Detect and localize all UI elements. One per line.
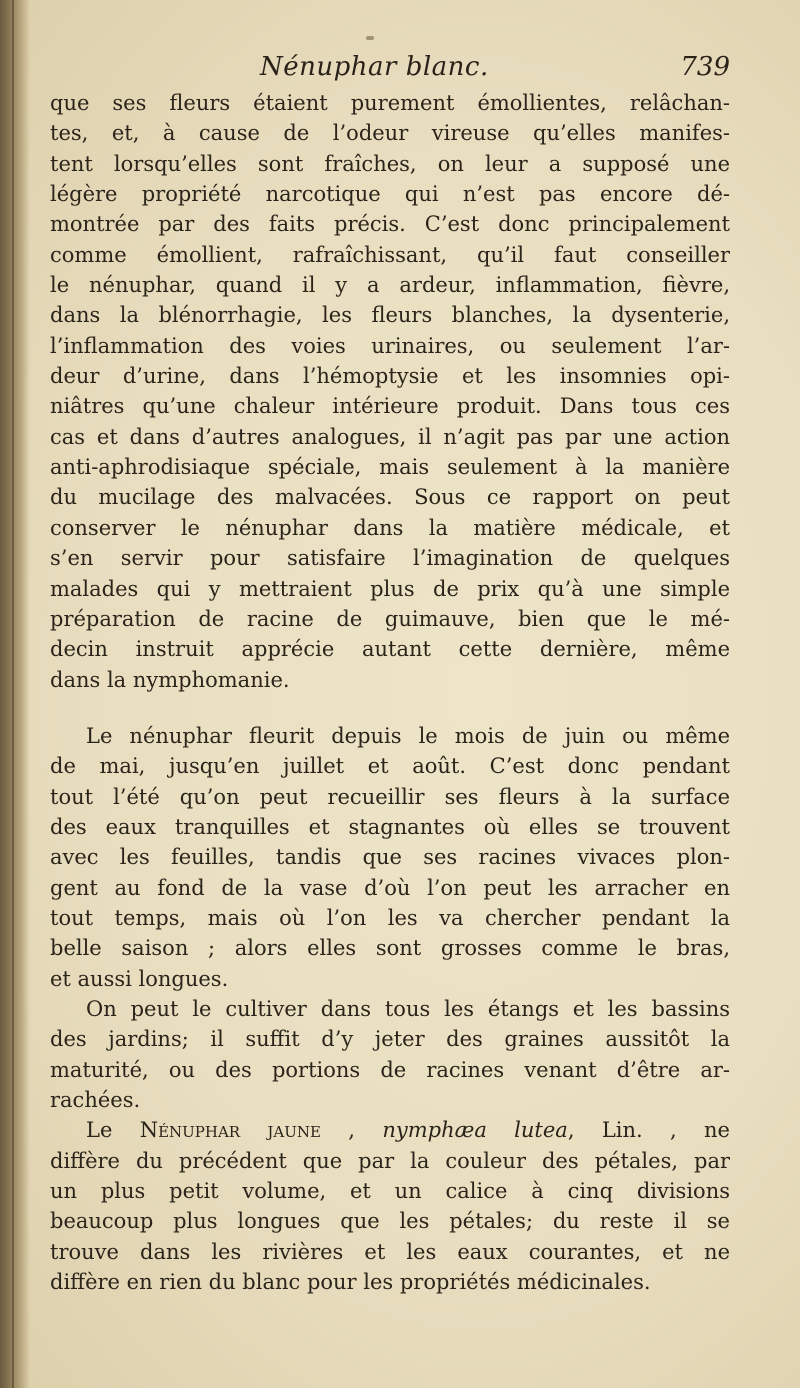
text-line: tout l’été qu’on peut recueillir ses fleurs à la surface xyxy=(50,784,730,809)
paragraph-gap xyxy=(50,695,730,721)
paragraph xyxy=(50,994,730,1115)
text-line: et aussi longues. xyxy=(50,966,229,991)
text-line: des jardins; il suffit d’y jeter des graines aussitôt la xyxy=(50,1027,730,1052)
text-line: montrée par des faits précis. C’est donc principalement xyxy=(50,212,730,237)
text-line: decin instruit apprécie autant cette dernière, même xyxy=(50,637,730,662)
paragraph xyxy=(50,1115,730,1297)
page-gutter-shadow xyxy=(0,0,30,1388)
text-line: belle saison ; alors elles sont grosses comme le bras, xyxy=(50,936,730,961)
text-line: du mucilage des malvacées. Sous ce rapport on peut xyxy=(50,485,730,510)
text-line: des eaux tranquilles et stagnantes où elles se trouvent xyxy=(50,814,730,839)
text-line: un plus petit volume, et un calice à cinq divisions xyxy=(50,1179,730,1204)
running-title: Nénuphar blanc. xyxy=(260,52,489,82)
text-line: diffère du précédent que par la couleur des pétales, par xyxy=(50,1148,730,1173)
text-line: tes, et, à cause de l’odeur vireuse qu’elles manifes- xyxy=(50,121,730,146)
text-line: tout temps, mais où l’on les va chercher pendant la xyxy=(50,905,730,930)
lead-comma: , xyxy=(320,1118,383,1143)
text-line: cas et dans d’autres analogues, il n’agit pas par une action xyxy=(50,424,730,449)
text-line: préparation de racine de guimauve, bien que le mé- xyxy=(50,606,730,631)
lead-word: Le xyxy=(86,1118,113,1143)
text-line: gent au fond de la vase d’où l’on peut les arracher en xyxy=(50,875,730,900)
paragraph xyxy=(50,88,730,695)
text-line: de mai, jusqu’en juillet et août. C’est donc pendant xyxy=(50,754,730,779)
text-line: deur d’urine, dans l’hémoptysie et les insomnies opi- xyxy=(50,364,730,389)
text-line: niâtres qu’une chaleur intérieure produit. Dans tous ces xyxy=(50,394,730,419)
body-text xyxy=(50,88,730,1297)
lead-rest: , Lin. , ne xyxy=(567,1118,730,1143)
paper-speck xyxy=(366,36,374,40)
text-line: malades qui y mettraient plus de prix qu’à une simple xyxy=(50,576,730,601)
text-line: avec les feuilles, tandis que ses racines vivaces plon- xyxy=(50,845,730,870)
text-line: dans la nymphomanie. xyxy=(50,667,290,692)
page-number: 739 xyxy=(680,52,730,82)
page-header xyxy=(50,52,730,92)
text-line: conserver le nénuphar dans la matière médicale, et xyxy=(50,515,730,540)
text-line: Le nénuphar fleurit depuis le mois de juin ou même xyxy=(86,723,730,748)
species-name-smallcaps: Nénuphar jaune xyxy=(139,1118,321,1143)
text-line: rachées. xyxy=(50,1088,141,1112)
text-line xyxy=(50,1115,730,1145)
text-line: maturité, ou des portions de racines venant d’être ar- xyxy=(50,1057,730,1082)
binding-edge xyxy=(12,0,14,1388)
text-line: s’en servir pour satisfaire l’imagination de quelques xyxy=(50,546,730,571)
text-line: trouve dans les rivières et les eaux courantes, et ne xyxy=(50,1239,730,1264)
text-line: légère propriété narcotique qui n’est pas encore dé- xyxy=(50,182,730,207)
text-line: comme émollient, rafraîchissant, qu’il faut conseiller xyxy=(50,242,730,267)
text-line: beaucoup plus longues que les pétales; du reste il se xyxy=(50,1209,730,1234)
latin-name: nymphæa lutea xyxy=(382,1118,568,1143)
paragraph xyxy=(50,721,730,994)
text-line: le nénuphar, quand il y a ardeur, inflammation, fièvre, xyxy=(50,273,730,298)
text-line: l’inflammation des voies urinaires, ou seulement l’ar- xyxy=(50,333,730,358)
text-line: dans la blénorrhagie, les fleurs blanches, la dysenterie, xyxy=(50,303,730,328)
text-line: diffère en rien du blanc pour les propriétés médicinales. xyxy=(50,1270,651,1295)
text-line: anti-aphrodisiaque spéciale, mais seulement à la manière xyxy=(50,455,730,480)
text-line: que ses fleurs étaient purement émollientes, relâchan- xyxy=(50,91,730,115)
text-line: tent lorsqu’elles sont fraîches, on leur a supposé une xyxy=(50,151,730,176)
text-line: On peut le cultiver dans tous les étangs et les bassins xyxy=(86,996,730,1021)
